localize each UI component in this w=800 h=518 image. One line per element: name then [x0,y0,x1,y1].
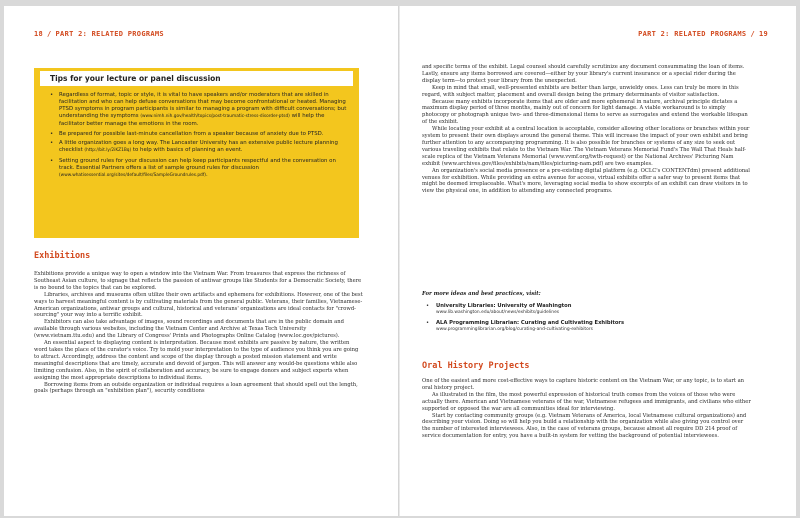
tips-item-tail: will help the facilitator better manage the emotions in the room. [59,112,325,127]
right-page [400,6,796,516]
tips-item-url: (http://bit.ly/2iKZ1Bq) [84,148,132,154]
left-page [4,6,399,516]
paragraph: An organization's social media presence or a pre-existing digital platform (e.g. OCLC's CONTENTdm) present additional venues for exhibition. While providing an extra avenue for access, virtual exhibits offer a safer way to present items that might be deemed irreplaceable. What's more, leveraging social media to show excerpts of an exhibit can draw visitors in to view the physical one, in addition to attending any connected programs. [422,167,750,195]
tips-item-text: Setting ground rules for your discussion can help keep participants respectful and the conversation on track. Essential Partners offers a list of sample ground rules for discussion [59,158,336,172]
oral-history-body [422,378,752,440]
paragraph: While locating your exhibit at a central location is acceptable, consider allowing other locations or branches within your system to present their own displays around the general theme. This will increase the impact of your own exhibit and bring further attention to any accompanying programming. It is also possible for branches or systems of any size to seek out various traveling exhibits that relate to the Vietnam War. The Vietnam Veterans Memorial Fund's The Wall That Heals half-scale replica of the Vietnam Veterans Memorial (www.vvmf.org/twth-request) or the National Archives' Picturing Nam exhibit (www.archives.gov/files/exhibits/nam/files/picturing-nam.pdf) are two examples. [422,126,750,167]
resource-title: • University Libraries: University of Washington [436,303,572,309]
exhibitions-heading: Exhibitions [34,251,91,261]
resource-item [426,320,746,333]
paragraph: and specific terms of the exhibit. Legal counsel should carefully scrutinize any document consummating the loan of items. Lastly, ensure any items borrowed are covered—either by your library's current insurance or a special rider during the display term—to protect your library from the unexpected. [422,64,745,84]
paragraph: Exhibitors can also take advantage of images, sound recordings and documents that are in the public domain and available through various websites, including the Vietnam Center and Archive at Texas Tech University (www.vietnam.ttu.edu) and the Library of Congress' Prints and Photographs Online Catalog (www.loc.gov/pictures). [34,319,344,340]
paragraph: Keep in mind that small, well-presented exhibits are better than large, unwieldy ones. Less can truly be more in this regard, with subject matter, placement and overall design being the primary determinants of visitor satisfaction. [422,84,739,98]
left-page-number: 18 [34,30,44,38]
tips-item-tail: . [205,172,208,179]
exhibitions-body [34,271,364,395]
paragraph: One of the easiest and more cost-effective ways to capture historic content on the Vietnam War, or any topic, is to start an oral history project. [422,378,745,391]
paragraph: Because many exhibits incorporate items that are older and more ephemeral in nature, archival principle dictates a maximum display period of three months, mainly out of concern for light damage. A viable workaround is to simply photocopy or photograph unique two- and three-dimensional items to serve as surrogates and extend the workable lifespan of the exhibit. [422,98,748,126]
tips-item-text: Be prepared for possible last-minute cancellation from a speaker because of anxiety due to PTSD. [59,130,324,137]
tips-item-tail: to help with basics of planning an event. [131,147,243,154]
left-running-head [34,30,164,38]
running-head-separator: / [750,30,755,38]
right-running-head [638,30,768,38]
running-head-separator: / [47,30,52,38]
paragraph: Borrowing items from an outside organization or individual requires a loan agreement that should spell out the length, goals (perhaps through an "exhibition plan"), security conditions [34,381,358,395]
tips-item-text: Regardless of format, topic or style, it is vital to have speakers and/or moderators that are skilled in facilitation and who can help defuse conversations that may become confrontational or heated. Managing PTSD symptoms in program participants is similar to managing a program with difficult conversations; but understanding the symptoms [59,92,347,119]
resources-list [426,303,746,337]
left-running-head-title: PART 2: RELATED PROGRAMS [55,30,164,38]
tips-item-url: (www.nimh.nih.gov/health/topics/post-traumatic-stress-disorder-ptsd) [140,113,290,119]
oral-history-heading: Oral History Projects [422,361,530,371]
tips-item-url: (www.whatisessential.org/sites/default/files/SampleGroundrules.pdf) [59,173,206,179]
resource-link[interactable]: www.lib.washington.edu/about/news/exhibits/guidelines [436,309,560,315]
tips-list [50,92,350,183]
tips-box [34,68,359,238]
paragraph: Start by contacting community groups (e.g. Vietnam Veterans of America, local Vietnamese cultural organizations) and describing your vision. Doing so will help you build a relationship with the organization while also giving you control over the number of interested interviewees. Also, in the case of veterans groups, because almost all require DD 214 proof of service documentation for entry, you have a built-in system for vetting the background of potential interviewees. [422,412,747,440]
paragraph: An essential aspect to displaying content is interpretation. Because most exhibits are passive by nature, the written word takes the place of the curator's voice. Try to mold your interpretation to the type of audience you think you are going to attract. Accordingly, address the content and scope of the display through a posted mission statement and write meaningful descriptions that are timely, accurate and devoid of jargon. This will answer any would-be questions while also limiting confusion. Also, in the spirit of collaboration and accuracy, be sure to engage donors and subject experts when assigning the most appropriate descriptions to individual items. [34,340,359,381]
paragraph: Libraries, archives and museums often utilize their own artifacts and ephemera for exhibitions. However, one of the best ways to harvest meaningful content is by cultivating materials from the general public. Veterans, their families, Vietnamese-American organizations, antiwar groups and cultural, historical and veterans' organizations are ideal contacts for "crowd-sourcing" your way into a terrific exhibit. [34,291,363,319]
paragraph: As illustrated in the film, the most powerful expression of historical truth comes from the voices of those who were actually there. American and Vietnamese veterans of the war, Vietnamese refugees and immigrants, and civilians who either supported or opposed the war are all communities ideal for interviewing. [422,391,751,412]
tips-title: Tips for your lecture or panel discussion [50,74,221,83]
right-page-number: 19 [758,30,768,38]
tips-item [50,158,350,180]
tips-item [50,131,350,138]
paragraph: Exhibitions provide a unique way to open a window into the Vietnam War. From treasures that express the richness of Southeast Asian culture, to signage that reflects the passion of antiwar groups like Students for a Democratic Society, there is no bound to the topics that can be explored. [34,271,362,291]
tips-item-text: A little organization goes a long way. The Lancaster University has an extensive public lecture planning checklist [59,140,338,154]
resource-item [426,303,746,316]
tips-item [50,140,350,155]
exhibitions-body-continued [422,64,752,195]
tips-item [50,92,350,128]
right-running-head-title: PART 2: RELATED PROGRAMS [638,30,747,38]
resource-title: • ALA Programming Librarian: Curating and Cultivating Exhibitors [436,320,625,327]
resource-link[interactable]: www.programminglibrarian.org/blog/curating-and-cultivating-exhibitors [436,326,593,332]
resources-intro: For more ideas and best practices, visit: [422,291,541,297]
